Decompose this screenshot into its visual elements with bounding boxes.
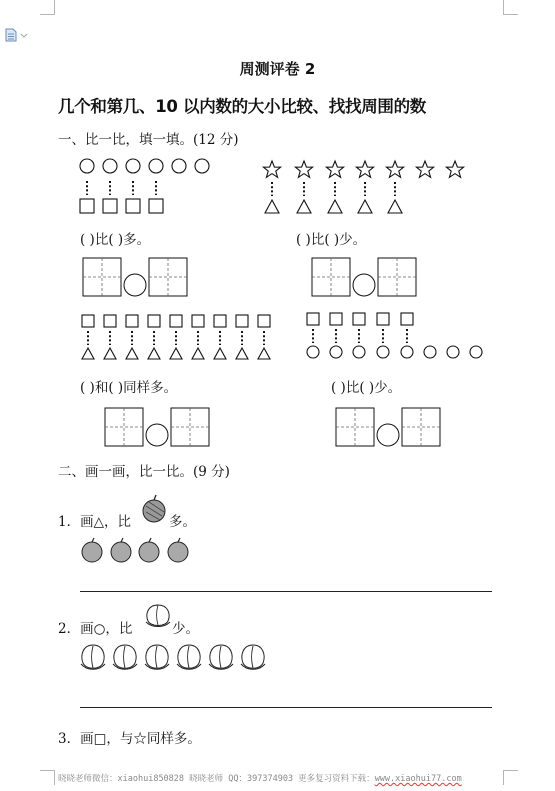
prompt-3[interactable]: ( )和( )同样多。 <box>80 380 178 396</box>
question-2: 2．画○，比 <box>58 621 133 637</box>
prompt-4[interactable]: ( )比( )少。 <box>331 380 402 396</box>
star-icon <box>263 161 463 177</box>
question-2-tail: 少。 <box>172 621 199 637</box>
answer-line-2[interactable] <box>80 707 492 708</box>
crop-mark-bottom-left <box>40 770 55 785</box>
peach-icon <box>142 600 174 630</box>
apple-icon <box>140 494 168 524</box>
prompt-2[interactable]: ( )比( )少。 <box>296 232 367 248</box>
question-1-tail: 多。 <box>169 514 196 530</box>
footer-watermark <box>58 772 462 784</box>
answer-line-1[interactable] <box>80 591 492 592</box>
page-subtitle: 几个和第几、10 以内数的大小比较、找找周围的数 <box>58 97 427 116</box>
triangle-icon <box>265 200 402 213</box>
footer-url[interactable]: www.xiaohui77.com <box>374 774 462 784</box>
section1-heading: 一、比一比，填一填。(12 分) <box>58 132 239 148</box>
prompt-1[interactable]: ( )比( )多。 <box>80 232 151 248</box>
circle-icon <box>80 159 209 173</box>
crop-mark-bottom-right <box>503 770 518 785</box>
question-3: 3．画□，与☆同样多。 <box>58 731 201 747</box>
square-icon <box>80 199 163 213</box>
peach-row <box>78 642 276 674</box>
question-1: 1．画△，比 <box>58 514 131 530</box>
page-title: 周测评卷 2 <box>239 60 316 78</box>
footer-text: 晓晓老师微信：xiaohui850828 晓晓老师 QQ：397374903 更多复习资料下载： <box>58 774 375 784</box>
section2-heading: 二、画一画，比一比。(9 分) <box>58 464 230 480</box>
apple-row <box>78 537 198 565</box>
